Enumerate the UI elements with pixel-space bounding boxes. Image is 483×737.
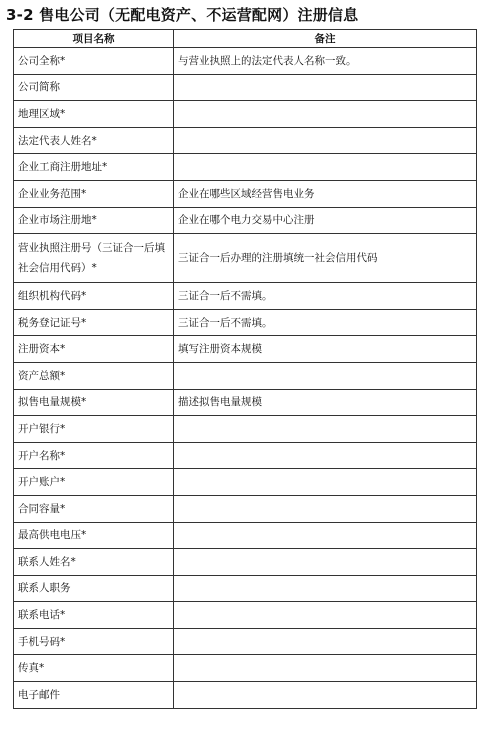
item-name-cell: 企业市场注册地* <box>14 207 174 234</box>
item-name-cell: 联系人姓名* <box>14 549 174 576</box>
registration-info-table <box>13 29 477 709</box>
item-name-cell: 注册资本* <box>14 336 174 363</box>
table-row <box>14 154 477 181</box>
table-row <box>14 283 477 310</box>
table-row <box>14 48 477 75</box>
item-name-cell: 组织机构代码* <box>14 283 174 310</box>
table-row <box>14 127 477 154</box>
table-row <box>14 522 477 549</box>
note-cell <box>174 682 477 709</box>
header-note: 备注 <box>174 30 477 48</box>
item-name-cell: 开户银行* <box>14 416 174 443</box>
note-cell <box>174 154 477 181</box>
note-cell <box>174 549 477 576</box>
item-name-cell: 企业工商注册地址* <box>14 154 174 181</box>
table-row <box>14 416 477 443</box>
table-row <box>14 442 477 469</box>
table-row <box>14 549 477 576</box>
table-row <box>14 682 477 709</box>
item-name-cell: 公司全称* <box>14 48 174 75</box>
item-name-cell: 公司简称 <box>14 74 174 101</box>
note-cell <box>174 575 477 602</box>
item-name-cell: 手机号码* <box>14 628 174 655</box>
item-name-cell: 税务登记证号* <box>14 309 174 336</box>
table-row <box>14 309 477 336</box>
note-cell: 与营业执照上的法定代表人名称一致。 <box>174 48 477 75</box>
item-name-cell: 营业执照注册号（三证合一后填社会信用代码）* <box>14 234 174 283</box>
note-cell: 企业在哪个电力交易中心注册 <box>174 207 477 234</box>
note-cell <box>174 469 477 496</box>
note-cell: 三证合一后不需填。 <box>174 283 477 310</box>
note-cell <box>174 522 477 549</box>
note-cell <box>174 101 477 128</box>
table-row <box>14 655 477 682</box>
item-name-cell: 法定代表人姓名* <box>14 127 174 154</box>
table-header-row <box>14 30 477 48</box>
table-row <box>14 575 477 602</box>
item-name-cell: 资产总额* <box>14 362 174 389</box>
note-cell <box>174 655 477 682</box>
table-row <box>14 495 477 522</box>
note-cell <box>174 495 477 522</box>
table-row <box>14 602 477 629</box>
note-cell <box>174 628 477 655</box>
table-row <box>14 389 477 416</box>
table-row <box>14 74 477 101</box>
note-cell: 描述拟售电量规模 <box>174 389 477 416</box>
item-name-cell: 企业业务范围* <box>14 180 174 207</box>
table-row <box>14 362 477 389</box>
item-name-cell: 联系电话* <box>14 602 174 629</box>
header-item-name: 项目名称 <box>14 30 174 48</box>
item-name-cell: 拟售电量规模* <box>14 389 174 416</box>
item-name-cell: 最高供电电压* <box>14 522 174 549</box>
note-cell <box>174 416 477 443</box>
item-name-cell: 电子邮件 <box>14 682 174 709</box>
table-row <box>14 207 477 234</box>
table-row <box>14 628 477 655</box>
item-name-cell: 联系人职务 <box>14 575 174 602</box>
note-cell: 三证合一后不需填。 <box>174 309 477 336</box>
item-name-cell: 地理区域* <box>14 101 174 128</box>
note-cell <box>174 442 477 469</box>
note-cell <box>174 127 477 154</box>
note-cell <box>174 362 477 389</box>
page-title: 3-2 售电公司（无配电资产、不运营配网）注册信息 <box>6 6 359 24</box>
item-name-cell: 开户账户* <box>14 469 174 496</box>
note-cell <box>174 74 477 101</box>
note-cell <box>174 602 477 629</box>
table-row <box>14 234 477 283</box>
table-row <box>14 180 477 207</box>
item-name-cell: 合同容量* <box>14 495 174 522</box>
table-row <box>14 336 477 363</box>
note-cell: 三证合一后办理的注册填统一社会信用代码 <box>174 234 477 283</box>
note-cell: 填写注册资本规模 <box>174 336 477 363</box>
note-cell: 企业在哪些区域经营售电业务 <box>174 180 477 207</box>
item-name-cell: 开户名称* <box>14 442 174 469</box>
table-row <box>14 101 477 128</box>
item-name-cell: 传真* <box>14 655 174 682</box>
table-row <box>14 469 477 496</box>
